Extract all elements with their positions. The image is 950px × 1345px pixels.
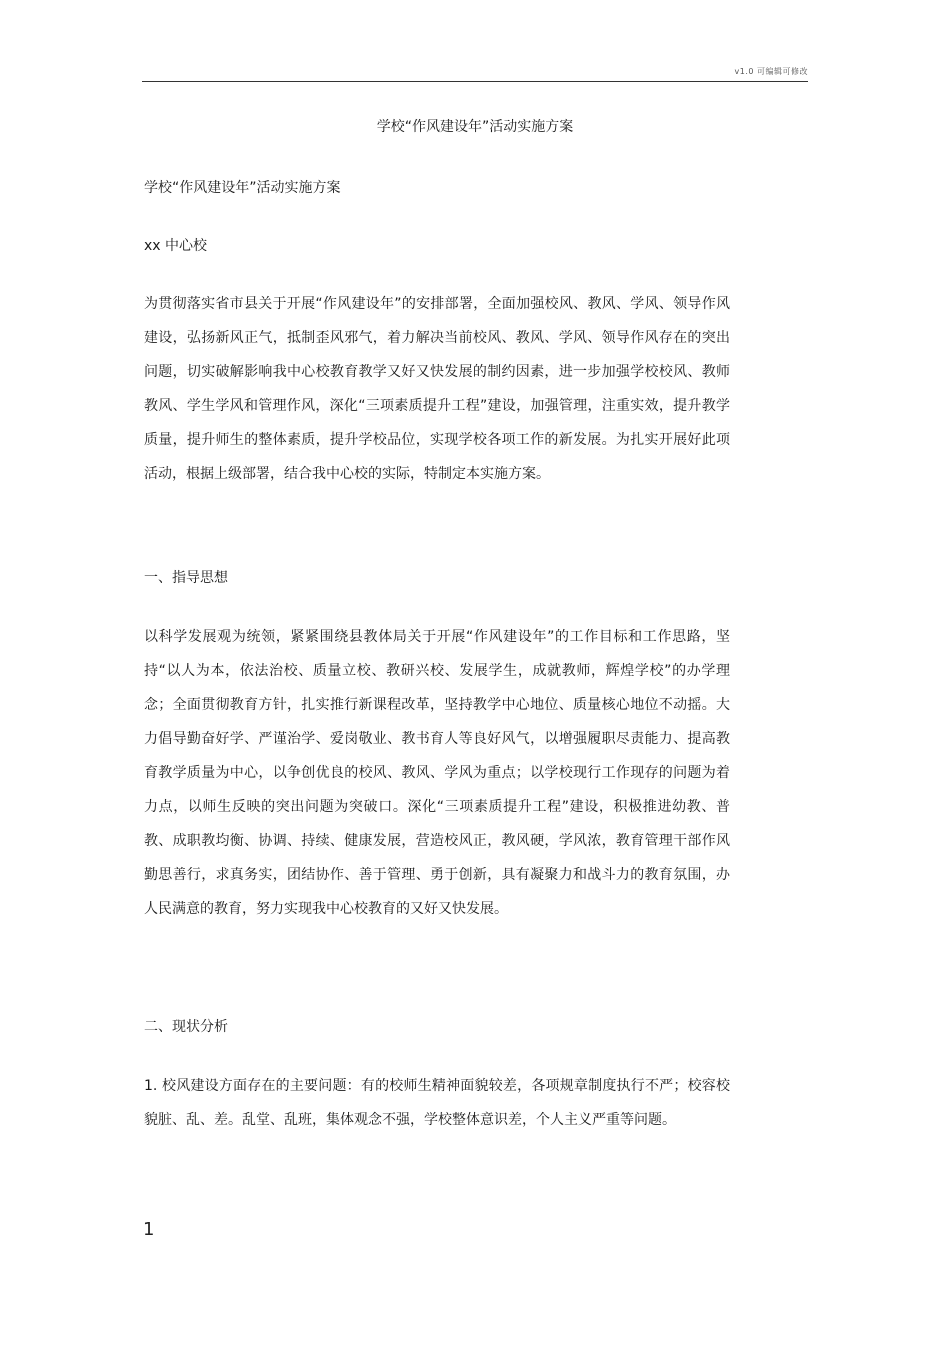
document-subtitle: 学校“作风建设年”活动实施方案 <box>144 180 341 196</box>
header-divider <box>142 81 808 82</box>
guiding-ideology-paragraph: 以科学发展观为统领，紧紧围绕县教体局关于开展“作风建设年”的工作目标和工作思路，坚持“以人为本，依法治校、质量立校、教研兴校、发展学生，成就教师，辉煌学校”的办学理念；全面贯彻教育方针，扎实推行新课程改革，坚持教学中心地位、质量核心地位不动摇。大力倡导勤奋好学、严谨治学、爱岗敬业、教书育人等良好风气，以增强履职尽责能力、提高教育教学质量为中心，以争创优良的校风、教风、学风为重点；以学校现行工作现存的问题为着力点，以师生反映的突出问题为突破口。深化“三项素质提升工程”建设，积极推进幼教、普教、成职教均衡、协调、持续、健康发展，营造校风正，教风硬，学风浓，教育管理干部作风勤思善行，求真务实，团结协作、善于管理、勇于创新，具有凝聚力和战斗力的教育氛围，办人民满意的教育，努力实现我中心校教育的又好又快发展。 <box>144 629 730 917</box>
version-note: v1.0 可编辑可修改 <box>734 67 808 76</box>
section-heading-status-analysis: 二、现状分析 <box>144 1019 228 1035</box>
page-number: 1 <box>143 1219 155 1240</box>
document-title: 学校“作风建设年”活动实施方案 <box>376 119 574 135</box>
author-line: xx 中心校 <box>144 238 208 254</box>
section-heading-guiding-ideology: 一、指导思想 <box>144 570 228 586</box>
status-analysis-item-1: 1. 校风建设方面存在的主要问题：有的校师生精神面貌较差，各项规章制度执行不严；校容校貌脏、乱、差。乱堂、乱班，集体观念不强，学校整体意识差，个人主义严重等问题。 <box>144 1078 730 1128</box>
intro-paragraph: 为贯彻落实省市县关于开展“作风建设年”的安排部署，全面加强校风、教风、学风、领导作风建设，弘扬新风正气，抵制歪风邪气，着力解决当前校风、教风、学风、领导作风存在的突出问题，切实破解影响我中心校教育教学又好又快发展的制约因素，进一步加强学校校风、教师教风、学生学风和管理作风，深化“三项素质提升工程”建设，加强管理，注重实效，提升教学质量，提升师生的整体素质，提升学校品位，实现学校各项工作的新发展。为扎实开展好此项活动，根据上级部署，结合我中心校的实际，特制定本实施方案。 <box>144 296 730 482</box>
